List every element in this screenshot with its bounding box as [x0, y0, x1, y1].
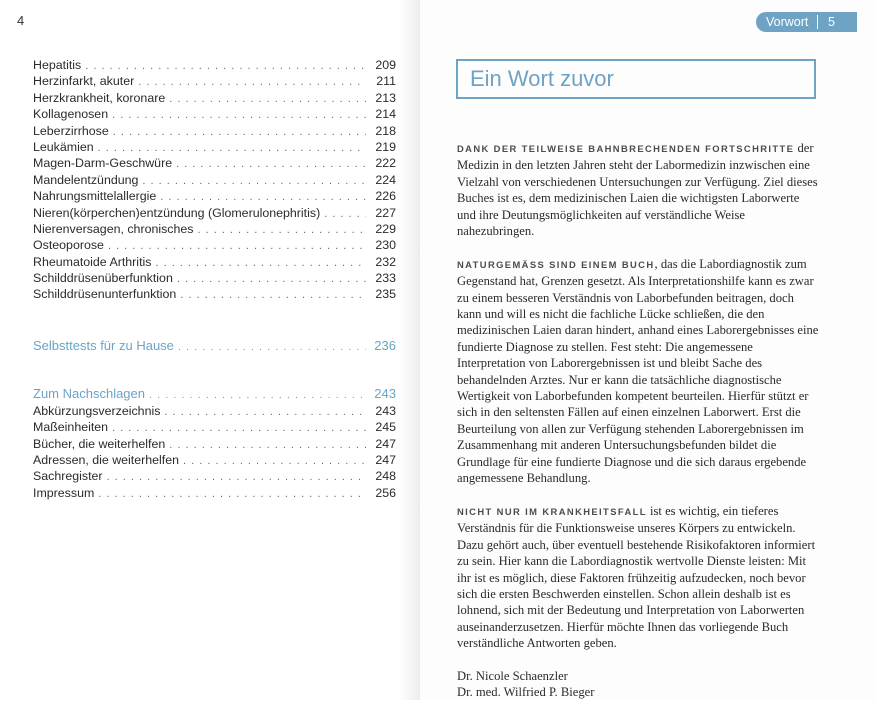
toc-entry-title: Nahrungsmittelallergie: [33, 189, 157, 204]
section-tab-label: Vorwort: [766, 15, 809, 29]
book-gutter-shadow: [398, 0, 420, 700]
toc-entry-title: Osteoporose: [33, 238, 104, 253]
toc-entry[interactable]: [33, 188, 396, 204]
toc-entry[interactable]: [33, 254, 396, 270]
leader-dots: [178, 338, 366, 356]
toc-entry-title: Nierenversagen, chronisches: [33, 221, 194, 236]
toc-entry-page: 218: [375, 123, 396, 138]
leader-dots: [112, 420, 366, 436]
toc-entry-title: Magen-Darm-Geschwüre: [33, 156, 173, 171]
leader-dots: [164, 404, 366, 420]
toc-section-selbsttests[interactable]: [33, 337, 396, 355]
toc-entry[interactable]: [33, 139, 396, 155]
toc-entry-title: Nieren(körperchen)entzündung (Glomerulonephritis): [33, 205, 321, 220]
leader-dots: [107, 469, 366, 485]
section-tab: [756, 12, 857, 32]
toc-entry-page: 247: [375, 436, 396, 451]
leader-dots: [85, 58, 366, 74]
toc-entry[interactable]: [33, 468, 396, 484]
toc-entry-title: Leberzirrhose: [33, 123, 109, 138]
toc-entry-title: Herzinfarkt, akuter: [33, 74, 135, 89]
toc-entry-page: 247: [375, 453, 396, 468]
toc-entry-page: 226: [375, 189, 396, 204]
toc-entry[interactable]: [33, 172, 396, 188]
paragraph-lead: NATURGEMÄSS SIND EINEM BUCH: [457, 258, 655, 270]
paragraph: [457, 256, 821, 487]
toc-entry-title: Maßeinheiten: [33, 420, 109, 435]
page-title: Ein Wort zuvor: [456, 59, 816, 99]
toc-entry[interactable]: [33, 221, 396, 237]
toc-section-title: Zum Nachschlagen: [33, 385, 145, 401]
toc-entry-title: Rheumatoide Arthritis: [33, 254, 152, 269]
toc-entry-title: Herzkrankheit, koronare: [33, 90, 166, 105]
section-tab-divider: [817, 15, 818, 29]
toc-entry[interactable]: [33, 286, 396, 302]
author-name: Dr. med. Wilfried P. Bieger: [457, 685, 595, 700]
toc-entry-page: 235: [375, 287, 396, 302]
toc-entry-title: Schilddrüsenüberfunktion: [33, 271, 173, 286]
leader-dots: [113, 124, 366, 140]
leader-dots: [142, 173, 366, 189]
leader-dots: [138, 74, 366, 90]
paragraph-text: , das die Labordiagnostik zum Gegenstand hat, Grenzen gesetzt. Als Interpretationshilfe kann es zwar zu einem besseren Verständnis von Laborbefunden beitragen, doch kann und will es nicht die fachliche Lücke schließen, die den medizinischen Laien daran hindert, anhand eines Laborergebnisses eine fundierte Diagnose zu stellen. Fest steht: Die angemessene Interpretation von Laborergebnissen ist und bleibt Sache des behandelnden Arztes. Nur er kann die tatsächliche diagnostische Wertigkeit von Laborbefunden kompetent beurteilen. Hierfür stützt er sich in den seltensten Fällen auf einen einzelnen Laborwert. Erst die Beurteilung von allen zur Verfügung stehenden Laborergebnissen im Zusammenhang mit anderen Untersuchungsbefunden bildet die Grundlage für eine fundierte Diagnose und die sich daraus ergebende angemessene Behandlung.: [457, 256, 819, 486]
toc-entry[interactable]: [33, 237, 396, 253]
toc-entry[interactable]: [33, 123, 396, 139]
paragraph: [457, 140, 821, 239]
leader-dots: [98, 486, 366, 502]
paragraph: [457, 503, 821, 652]
page-number-left: 4: [17, 13, 25, 28]
toc-entry-title: Adressen, die weiterhelfen: [33, 453, 180, 468]
page-number-right: 5: [828, 15, 835, 29]
leader-dots: [197, 222, 366, 238]
toc-entry-title: Leukämien: [33, 139, 94, 154]
toc-entry-page: 222: [375, 156, 396, 171]
toc-entry-page: 233: [375, 271, 396, 286]
paragraph-text: der Medizin in den letzten Jahren steht der Labormedizin inzwischen eine Vielzahl von verschiedenen Untersuchungen zur Verfügung. Ziel dieses Buches ist es, dem medizinischen Laien die wichtigsten Laborwerte und ihre Deutungsmöglichkeiten auf verständliche Weise nahezubringen.: [457, 141, 818, 239]
toc-section-page: 236: [374, 337, 396, 353]
toc-entry-page: 230: [375, 238, 396, 253]
toc-entry-title: Mandelentzündung: [33, 172, 139, 187]
toc-entry-page: 209: [375, 58, 396, 72]
toc-entry[interactable]: [33, 57, 396, 73]
toc-entry-title: Bücher, die weiterhelfen: [33, 436, 166, 451]
toc-entry-page: 229: [375, 221, 396, 236]
leader-dots: [183, 453, 366, 469]
leader-dots: [98, 140, 366, 156]
paragraph-lead: DANK DER TEILWEISE BAHNBRECHENDEN FORTSCHRITTE: [457, 143, 795, 154]
leader-dots: [169, 437, 366, 453]
toc-entry-page: 245: [375, 420, 396, 435]
paragraph-lead: NICHT NUR IM KRANKHEITSFALL: [457, 505, 647, 517]
toc-entry-page: 248: [375, 469, 396, 484]
toc-entry-page: 213: [375, 90, 396, 105]
toc-section-page: 243: [374, 385, 396, 401]
toc-entry-page: 232: [375, 254, 396, 269]
leader-dots: [177, 271, 366, 287]
toc-entry-title: Sachregister: [33, 469, 103, 484]
author-name: Dr. Nicole Schaenzler: [457, 668, 568, 683]
toc-entry[interactable]: [33, 155, 396, 171]
toc-entry-page: 227: [375, 205, 396, 220]
leader-dots: [180, 287, 366, 303]
toc-entry-page: 214: [375, 107, 396, 122]
toc-entry-page: 219: [375, 139, 396, 154]
paragraph-text: ist es wichtig, ein tieferes Verständnis für die Funktionsweise unseres Körpers zu entwickeln. Dazu gehört auch, über eventuell bestehende Risikofaktoren informiert zu sein. Hier kann die Labordiagnostik wertvolle Dienste leisten: Mit ihr ist es möglich, diese Faktoren frühzeitig aufzudecken, noch bevor sich die ersten Beschwerden einstellen. Schon allein deshalb ist es lohnend, sich mit der Bedeutung und Interpretation von Laborwerten auseinanderzusetzen. Hierfür möchte Ihnen das vorliegende Buch verständliche Antworten geben.: [457, 503, 816, 651]
leader-dots: [169, 91, 366, 107]
leader-dots: [324, 206, 366, 222]
toc-entry[interactable]: [33, 436, 396, 452]
toc-entry[interactable]: [33, 90, 396, 106]
toc-entry-title: Kollagenosen: [33, 107, 109, 122]
toc-entry-page: 243: [375, 403, 396, 418]
toc-section-nachschlagen[interactable]: [33, 385, 396, 403]
toc-entry[interactable]: [33, 485, 396, 501]
toc-entry-page: 211: [376, 74, 396, 89]
leader-dots: [155, 255, 366, 271]
toc-entry[interactable]: [33, 403, 396, 419]
toc-entry-title: Schilddrüsenunterfunktion: [33, 287, 177, 302]
preface-body: [457, 140, 821, 701]
toc-entry-title: Abkürzungsverzeichnis: [33, 403, 161, 418]
toc-entry[interactable]: [33, 452, 396, 468]
left-page: [0, 0, 418, 700]
toc-section-title: Selbsttests für zu Hause: [33, 337, 174, 353]
leader-dots: [112, 107, 366, 123]
toc-entry-page: 256: [375, 485, 396, 500]
leader-dots: [108, 238, 366, 254]
toc-entry[interactable]: [33, 205, 396, 221]
toc-entry[interactable]: [33, 106, 396, 122]
toc-entry[interactable]: [33, 73, 396, 89]
toc-entry[interactable]: [33, 419, 396, 435]
toc-entry-title: Impressum: [33, 485, 95, 500]
toc-entry[interactable]: [33, 270, 396, 286]
leader-dots: [176, 156, 366, 172]
leader-dots: [160, 189, 366, 205]
toc-entry-title: Hepatitis: [33, 58, 82, 72]
signature: [457, 668, 821, 701]
leader-dots: [149, 386, 366, 404]
table-of-contents: [33, 57, 396, 501]
toc-entry-page: 224: [375, 172, 396, 187]
